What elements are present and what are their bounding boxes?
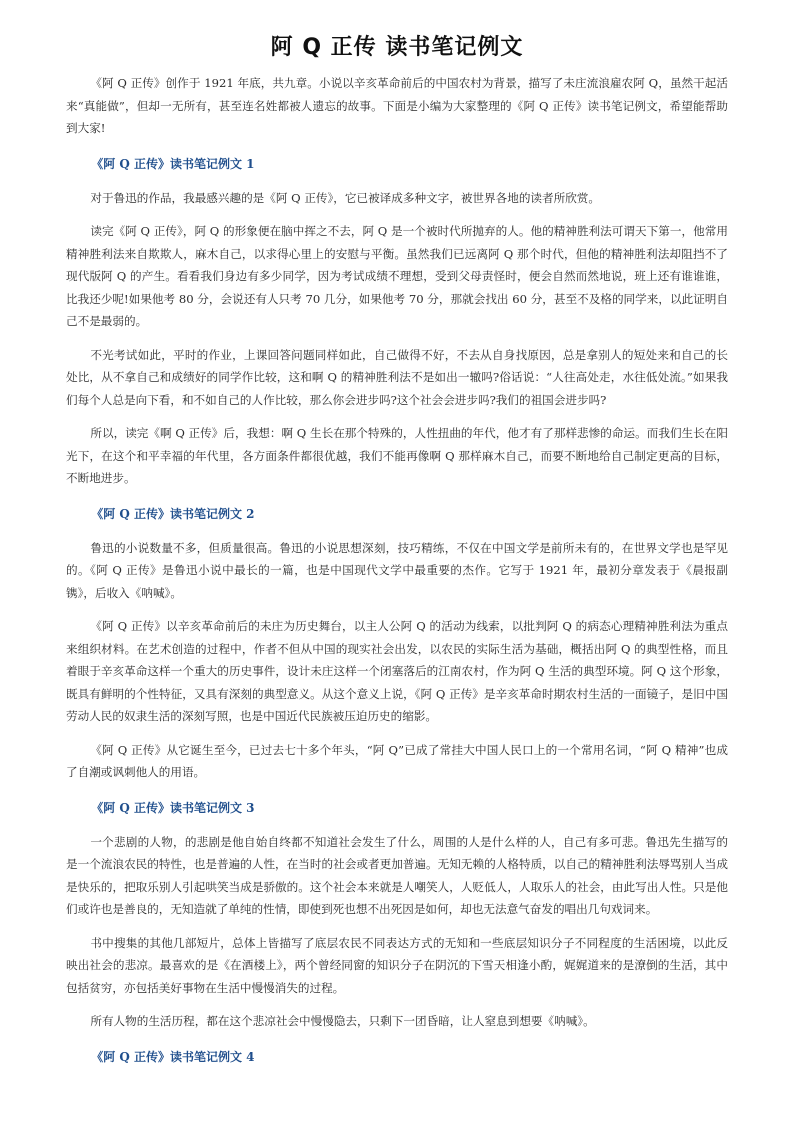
document-title: 阿 Q 正传 读书笔记例文: [270, 35, 524, 60]
paragraph: 所以，读完《啊 Q 正传》后，我想：啊 Q 生长在那个特殊的，人性扭曲的年代，他才有了那样悲惨的命运。而我们生长在阳光下，在这个和平幸福的年代里，各方面条件都很优越，我们不能再像啊 Q 那样麻木自己，而要不断地给自己制定更高的目标，不断地进步。: [66, 426, 728, 485]
paragraph: 《阿 Q 正传》以辛亥革命前后的未庄为历史舞台，以主人公阿 Q 的活动为线索，以批判阿 Q 的病态心理精神胜利法为重点来组织材料。在艺术创造的过程中，作者不但从中国的现实社会出发，以农民的实际生活为基础，概括出阿 Q 的典型性格，而且着眼于辛亥革命这样一个重大的历史事件，设计未庄这样一个闭塞落后的江南农村，作为阿 Q 生活的典型环境。阿 Q 这个形象，既具有鲜明的个性特征，又具有深刻的典型意义。从这个意义上说，《阿 Q 正传》是辛亥革命时期农村生活的一面镜子，是旧中国劳动人民的奴隶生活的深刻写照，也是中国近代民族被压迫历史的缩影。: [66, 619, 728, 723]
section-heading-3: 《阿 Q 正传》读书笔记例文 3: [91, 800, 255, 815]
paragraph: 《阿 Q 正传》从它诞生至今，已过去七十多个年头，“阿 Q”已成了常挂大中国人民口上的一个常用名词，“阿 Q 精神”也成了自潮或讽刺他人的用语。: [66, 742, 728, 779]
paragraph: 书中搜集的其他几部短片，总体上皆描写了底层农民不同表达方式的无知和一些底层知识分子不同程度的生活困境，以此反映出社会的悲凉。最喜欢的是《在酒楼上》，两个曾经同窗的知识分子在阴沉的下雪天相逢小酌，娓娓道来的是潦倒的生活，其中包括贫穷，亦包括美好事物在生活中慢慢消失的过程。: [66, 935, 728, 995]
section-heading-4: 《阿 Q 正传》读书笔记例文 4: [91, 1049, 255, 1064]
document-body: [66, 72, 728, 1080]
section-heading-2: 《阿 Q 正传》读书笔记例文 2: [91, 506, 255, 521]
paragraph: 一个悲剧的人物，的悲剧是他自始自终都不知道社会发生了什么，周围的人是什么样的人，自己有多可悲。鲁迅先生描写的是一个流浪农民的特性，也是普遍的人性，在当时的社会或者更加普遍。无知无赖的人格特质，以自己的精神胜利法辱骂别人当成是快乐的，把取乐别人引起哄笑当成是骄傲的。这个社会本来就是人嘲笑人，人贬低人，人取乐人的社会，由此写出人性。只是他们或许也是善良的，无知造就了单纯的性情，即使到死也想不出死因是如何，却也无法意气奋发的唱出几句戏词来。: [66, 834, 728, 916]
section-heading-1: 《阿 Q 正传》读书笔记例文 1: [91, 156, 255, 171]
paragraph: 读完《阿 Q 正传》，阿 Q 的形象便在脑中挥之不去，阿 Q 是一个被时代所抛弃的人。他的精神胜利法可谓天下第一，他常用精神胜利法来自欺欺人，麻木自己，以求得心里上的安慰与平衡。虽然我们已远离阿 Q 那个时代，但他的精神胜利法却阻挡不了现代版阿 Q 的产生。看看我们身边有多少同学，因为考试成绩不理想，受到父母责怪时，便会自然而然地说，班上还有谁谁谁，比我还少呢!如果他考 80 分，会说还有人只考 70 几分，如果他考 70 分，那就会找出 60 分，甚至不及格的同学来，以此证明自己不是最弱的。: [66, 224, 728, 328]
paragraph: 所有人物的生活历程，都在这个悲凉社会中慢慢隐去，只剩下一团昏暗，让人窒息到想要《呐喊》。: [90, 1014, 595, 1028]
paragraph: 鲁迅的小说数量不多，但质量很高。鲁迅的小说思想深刻，技巧精练，不仅在中国文学是前所未有的，在世界文学也是罕见的。《阿 Q 正传》是鲁迅小说中最长的一篇，也是中国现代文学中最重要的杰作。它写于 1921 年，最初分章发表于《晨报副镌》，后收入《呐喊》。: [66, 540, 728, 600]
paragraph: 对于鲁迅的作品，我最感兴趣的是《阿 Q 正传》，它已被译成多种文字，被世界各地的读者所欣赏。: [90, 190, 600, 205]
paragraph: 不光考试如此，平时的作业，上课回答问题同样如此，自己做得不好，不去从自身找原因，总是拿别人的短处来和自己的长处比，从不拿自己和成绩好的同学作比较，这和啊 Q 的精神胜利法不是如出一辙吗?俗话说：“人往高处走，水往低处流。”如果我们每个人总是向下看，和不如自己的人作比较，那么你会进步吗?这个社会会进步吗?我们的祖国会进步吗?: [66, 347, 728, 407]
intro-paragraph: 《阿 Q 正传》创作于 1921 年底，共九章。小说以辛亥革命前后的中国农村为背景，描写了未庄流浪雇农阿 Q，虽然干起活来“真能做”，但却一无所有，甚至连名姓都被人遗忘的故事。下面是小编为大家整理的《阿 Q 正传》读书笔记例文，希望能帮助到大家!: [66, 76, 728, 135]
